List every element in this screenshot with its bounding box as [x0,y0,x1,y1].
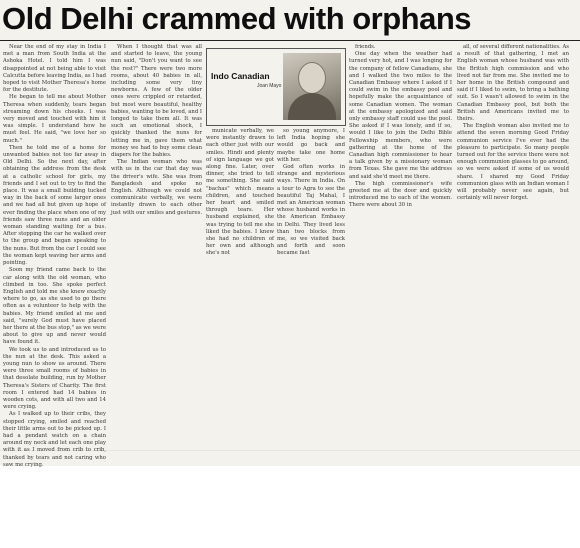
paragraph: God often works in strange and mysterious ways. There in India. On a tour to Agra to see the beautiful Taj Mahal, I met an American woman whose husband works in the American Embassy in Delhi. They lived less than two blocks from me, so we visited back and forth and soon became fast [277,164,345,257]
paragraph: He began to tell me about Mother Theresa when suddenly, tears began streaming down his cheeks. I was very moved and touched with him it was simple. I understand how he must feel. He said, "we love her so much." [3,94,106,144]
paragraph: The high commissioner's wife greeted me at the door and quickly introduced me to each of the women. There were about 30 in [349,180,452,209]
author-photo-shoulders [288,93,336,120]
paragraph: One day when the weather had turned very hot, and I was longing for the company of fellow Canadians, she and I walked the two miles to the Canadian Embassy where I asked if I could swim in the embassy pool and hopefully make the acquaintance of some Canadian women. The woman at the embassy apologized and said only embassy staff could use the pool. She asked if I was lonely, and if so, would I like to join the Delhi Bible Fellowship members, who were gathering at the home of the Canadian high commissioner to hear a talk given by a missionary woman from Texas. She gave me the address and said she'd meet me there. [349,51,452,180]
paragraph: municate verbally, we were instantly drawn to each other just with our smiles. Hindi and plenty of sign language we got along fine. Later, over dinner, she tried to tell me something. She said "bachas" which means children, and touched her heart and smiled through tears. Her husband explained, she was trying to tell me she liked the babies. I knew she had no children of her own and although she's not [206,128,274,257]
paragraph: The English woman also invited me to attend the seven morning Good Friday communion service I've ever had the pleasure to participate. So many people turned out for the service there were not enough communion glasses to go around, so we were asked if some of us would share. I shared my Good Friday communion glass with an Indian woman I will probably never see again, but certainly will never forget. [457,123,570,202]
paragraph: As I walked up to their cribs, they stopped crying, smiled and reached their little arms out to be picked up. I had a pendant watch on a chain around my neck and let each one play with it as I moved from crib to crib, thanked by tears and not caring who saw me crying. [3,411,106,468]
article-column-5 [349,44,452,464]
paragraph: friends. [355,44,376,50]
article-column-3 [206,128,274,548]
author-photo-head [298,62,326,94]
column-name: Indo Canadian [211,71,270,81]
paragraph: so young anymore, I left India hoping she would go back and maybe take one home with her. [277,128,345,163]
headline: Old Delhi crammed with orphans [2,1,472,36]
paragraph: We took us to and introduced us to the nun at the desk. This asked a young nun to show us around. There were three small rooms of babies in that desolate building, run by Mother Theresa's Sisters of Charity. The first room I entered had 14 babies in wooden cots, and with all two and 14 were crying. [3,346,106,411]
paragraph: When I thought that was all and started to leave, the young nun said, "Don't you want to see the rest?" There were two more rooms, about 40 babies in all, including some very tiny newborns. A few of the older ones were crippled or retarded, but most were beautiful, healthy babies, wanting to be loved, and I longed to take them all. It was such an emotional shock, I quickly thanked the nuns for letting me in, gave them what money we had to buy some clean diapers for the babies. [111,44,202,159]
headline-bar [0,0,580,41]
article-column-4 [277,128,345,548]
paragraph: Then he told me of a home for unwanted babies not too far away in Old Delhi. So the next day, after obtaining the address from the desk at a catholic school for girls, my friends and I set out to try to find the place. It was a small building tucked way in the back of some larger ones and we had all but given up hope of ever finding the place when one of my friends saw three nuns and an older woman standing waiting for a bus. After stopping the car he walked over to the group and began speaking to the nuns. But from the car I could see the woman kept waving her arms and pointing. [3,144,106,267]
paper-crease [0,450,580,451]
paragraph: Near the end of my stay in India I met a man from South India at the Ashoka Hotel. I told him I was disappointed at not being able to visit Calcutta before leaving India, as I had hoped to visit Mother Theresa's home for the destitute. [3,44,106,94]
paragraph: The Indian woman who was with us in the car that day was the driver's wife. She was from Bangladesh and spoke no English. Although we could not communicate verbally, we were instantly drawn to each other just with our smiles and gestures. [111,159,203,216]
author-photo [283,53,341,120]
author-name: Joan Mayo [257,83,282,89]
article-column-2 [111,44,202,464]
article-column-6 [457,44,569,464]
byline-box [206,48,346,126]
paragraph: Soon my friend came back to the car along with the old woman, who climbed in too. She spoke perfect English and told me she knew exactly where to go, as she used to go there often as a volunteer to help with the babies. My friend smiled at me and said, "surely God must have placed her there at the bus stop," as we were about to give up and never would have found it. [3,267,106,346]
paragraph: all, of several different nationalities. As a result of that gathering, I met an English woman whose husband was with the British high commission and who lived not far from me. She invited me to her home in the British compound and said if I liked to swim, to bring a bathing suit. So I wasn't allowed to swim in the Canadian Embassy pool, but both the British and Americans invited me to theirs. [457,44,569,123]
article-column-1 [3,44,106,468]
